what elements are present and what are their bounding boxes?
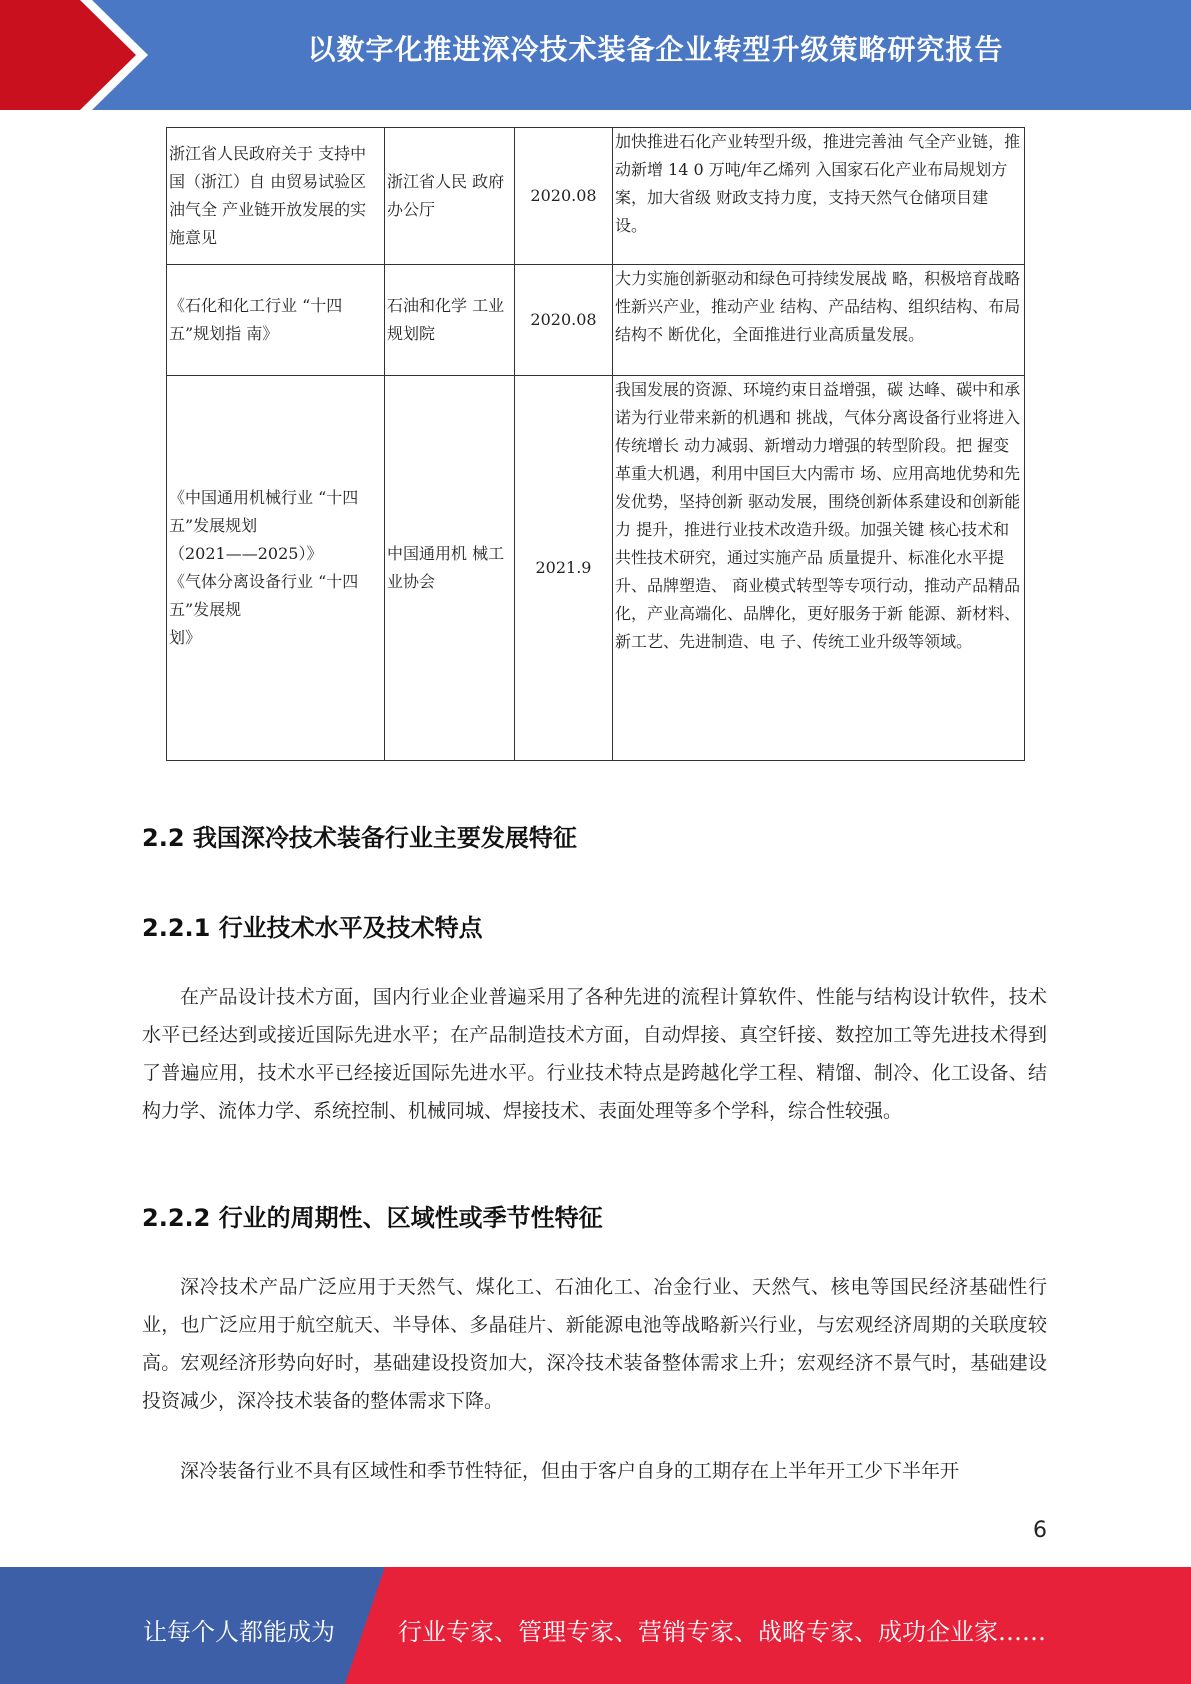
policy-name-line: 划》	[169, 628, 202, 647]
policy-table	[166, 127, 1025, 761]
policy-name-line: 《气体分离设备行业 “十四五”发展规	[169, 572, 359, 619]
content-cell: 加快推进石化产业转型升级，推进完善油 气全产业链，推动新增 14 0 万吨/年乙烯列 入国家石化产业布局规划方案，加大省级 财政支持力度，支持天然气仓储项目建 设。	[613, 128, 1025, 265]
section-heading-2-2-2: 2.2.2 行业的周期性、区域性或季节性特征	[142, 1204, 603, 1232]
policy-name-line: 《中国通用机械行业 “十四五”发展规划	[169, 488, 359, 535]
page-header	[0, 0, 1191, 110]
page-number: 6	[1033, 1518, 1047, 1543]
report-title: 以数字化推进深冷技术装备企业转型升级策略研究报告	[307, 33, 1004, 66]
body-paragraph: 深冷装备行业不具有区域性和季节性特征，但由于客户自身的工期存在上半年开工少下半年开	[180, 1460, 960, 1482]
table-row	[167, 128, 1025, 265]
content-cell: 我国发展的资源、环境约束日益增强，碳 达峰、碳中和承诺为行业带来新的机遇和 挑战，气体分离设备行业将进入传统增长 动力减弱、新增动力增强的转型阶段。把 握变革重大机遇，利用中国巨大内需市 场、应用高地优势和先发优势，坚持创新 驱动发展，围绕创新体系建设和创新能力 提升，推进行业技术改造升级。加强关键 核心技术和共性技术研究，通过实施产品 质量提升、标准化水平提升、品牌塑造、 商业模式转型等专项行动，推动产品精品化，产业高端化、品牌化，更好服务于新 能源、新材料、新工艺、先进制造、电 子、传统工业升级等领域。	[613, 376, 1025, 761]
content-cell: 大力实施创新驱动和绿色可持续发展战 略，积极培育战略性新兴产业，推动产业 结构、产品结构、组织结构、布局结构不 断优化，全面推进行业高质量发展。	[613, 265, 1025, 376]
section-heading-2-2-1: 2.2.1 行业技术水平及技术特点	[142, 914, 483, 942]
table-row	[167, 376, 1025, 761]
page-footer	[0, 1567, 1191, 1684]
date-cell: 2020.08	[515, 128, 613, 265]
policy-name-line: （2021——2025）》	[169, 544, 323, 563]
header-red-arrow-decoration	[0, 0, 160, 110]
policy-name-cell: 《石化和化工行业 “十四五”规划指 南》	[167, 265, 385, 376]
table-row	[167, 265, 1025, 376]
policy-name-cell: 浙江省人民政府关于 支持中国（浙江）自 由贸易试验区油气全 产业链开放发展的实 施意见	[167, 128, 385, 265]
footer-slogan-left: 让每个人都能成为	[143, 1618, 335, 1646]
issuer-cell: 浙江省人民 政府办公厅	[385, 128, 515, 265]
policy-name-cell	[167, 376, 385, 761]
section-heading-2-2: 2.2 我国深冷技术装备行业主要发展特征	[142, 824, 577, 852]
date-cell: 2021.9	[515, 376, 613, 761]
body-paragraph: 在产品设计技术方面，国内行业企业普遍采用了各种先进的流程计算软件、性能与结构设计软件，技术水平已经达到或接近国际先进水平；在产品制造技术方面，自动焊接、真空钎接、数控加工等先进技术得到了普遍应用，技术水平已经接近国际先进水平。行业技术特点是跨越化学工程、精馏、制冷、化工设备、结构力学、流体力学、系统控制、机械同城、焊接技术、表面处理等多个学科，综合性较强。	[142, 986, 1047, 1122]
date-cell: 2020.08	[515, 265, 613, 376]
footer-slogan-right: 行业专家、管理专家、营销专家、战略专家、成功企业家……	[398, 1618, 1046, 1646]
issuer-cell: 石油和化学 工业规划院	[385, 265, 515, 376]
issuer-cell: 中国通用机 械工业协会	[385, 376, 515, 761]
body-paragraph: 深冷技术产品广泛应用于天然气、煤化工、石油化工、冶金行业、天然气、核电等国民经济基础性行业，也广泛应用于航空航天、半导体、多晶硅片、新能源电池等战略新兴行业，与宏观经济周期的关联度较高。宏观经济形势向好时，基础建设投资加大，深冷技术装备整体需求上升；宏观经济不景气时，基础建设投资减少，深冷技术装备的整体需求下降。	[142, 1276, 1047, 1412]
